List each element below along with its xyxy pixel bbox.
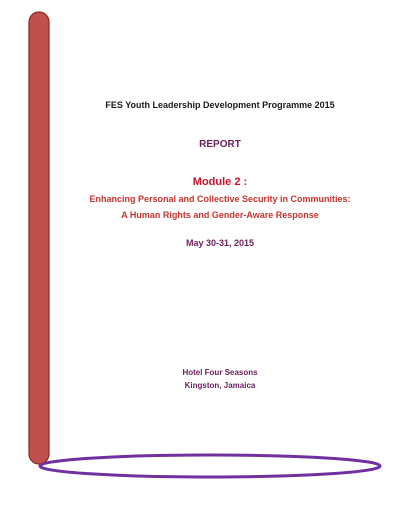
module-heading: Module 2 : — [192, 176, 248, 188]
horizontal-decorative-ellipse — [40, 455, 380, 477]
report-heading: REPORT — [199, 139, 241, 150]
venue-name: Hotel Four Seasons — [182, 368, 258, 377]
subtitle-line-2: A Human Rights and Gender-Aware Response — [121, 210, 319, 220]
venue-location: Kingston, Jamaica — [184, 381, 256, 390]
subtitle-line-1: Enhancing Personal and Collective Security in Communities: — [89, 194, 351, 204]
vertical-decorative-bar — [29, 12, 49, 464]
event-date: May 30-31, 2015 — [185, 238, 255, 248]
programme-title: FES Youth Leadership Development Programme 2015 — [105, 100, 335, 110]
